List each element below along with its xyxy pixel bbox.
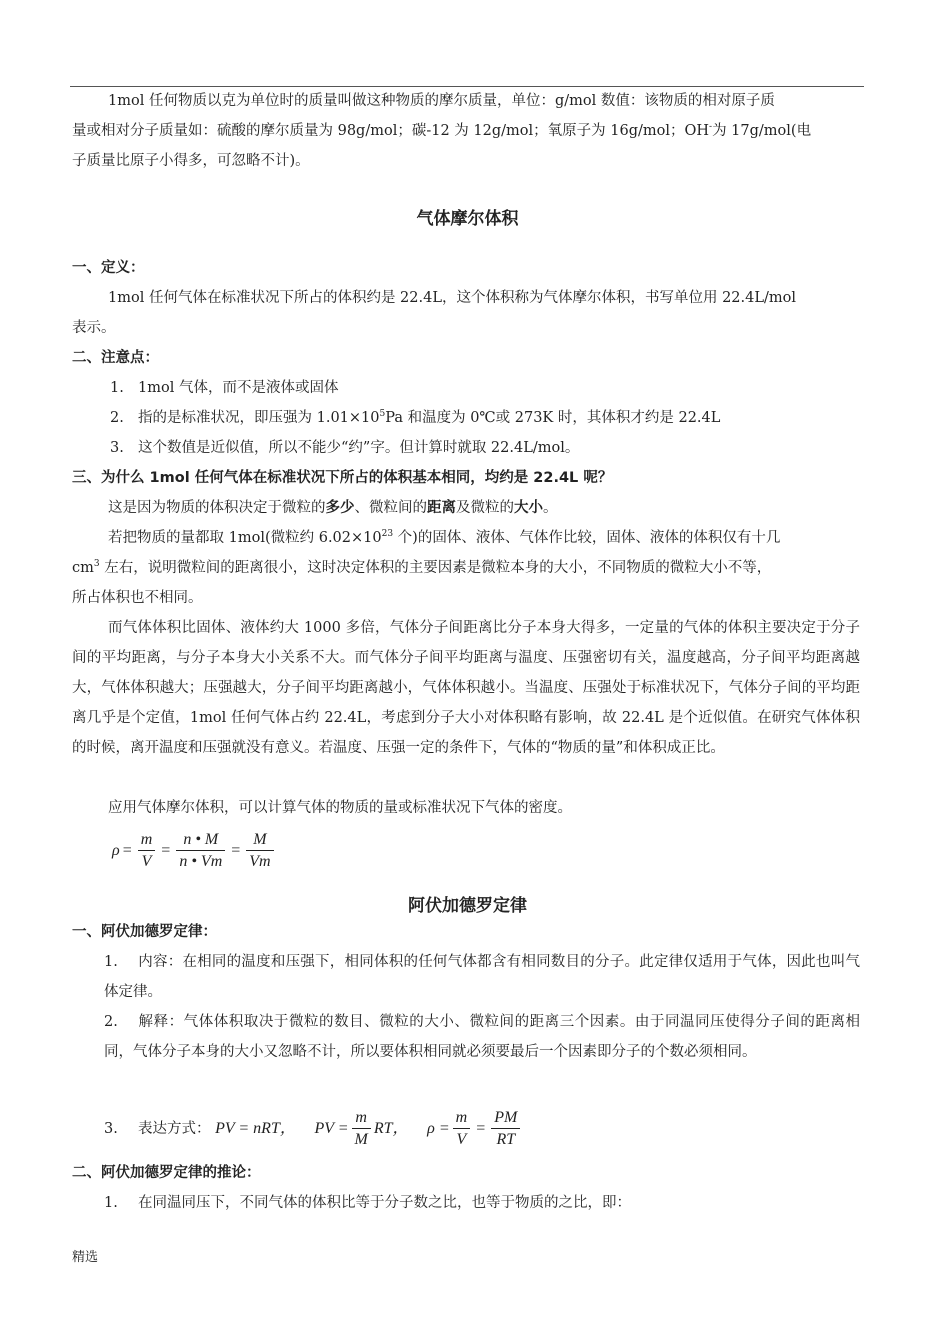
section-title-avogadro: 阿伏加德罗定律: [408, 896, 527, 916]
mass-formula: PV = $\frac{m}{M}$ RT，: [314, 1109, 409, 1148]
heading-notes: 二、注意点：: [72, 350, 159, 366]
list-item: 2. 解释：气体体积取决于微粒的数目、微粒的大小、微粒间的距离三个因素。由于同温同压使得分子间的距离相同，气体分子本身的大小又忽略不计，所以要体积相同就必须要最后一个因素即分子的个数必须相同。: [104, 1014, 860, 1060]
heading-why: 三、为什么 1mol 任何气体在标准状况下所占的体积基本相同，均约是 22.4L 呢？: [72, 470, 613, 486]
intro-paragraph: 1mol 任何物质以克为单位时的质量叫做这种物质的摩尔质量，单位：g/mol 数值：该物质的相对原子质 量或相对分子质量如：硫酸的摩尔质量为 98g/mol；碳-12 为 12g/mol；氧原子为 16g/mol；OH-为 17g/mol(电 子质量比原子小得多，可忽略不计)。: [72, 93, 812, 169]
density-pm-formula: ρ = $\frac{m}{V}$ = $\frac{PM}{RT}$: [427, 1120, 523, 1137]
list-item: 1. 内容：在相同的温度和压强下，相同体积的任何气体都含有相同数目的分子。此定律仅适用于气体，因此也叫气体定律。: [104, 954, 860, 1000]
heading-avogadro-law: 一、阿伏加德罗定律：: [72, 924, 217, 940]
reason-paragraph-3: 而气体体积比固体、液体约大 1000 多倍，气体分子间距离比分子本身大得多，一定量的气体的体积主要决定于分子间的平均距离，与分子本身大小关系不大。而气体分子间平均距离与温度、压强密切有关，温度越高，分子间平均距离越大，气体体积越大；压强越大，分子间平均距离越小，气体体积越小。当温度、压强处于标准状况下，气体分子间的平均距离几乎是个定值，1mol 任何气体占约 22.4L，考虑到分子大小对体积略有影响，故 22.4L 是个近似值。在研究气体体积的时候，离开温度和压强就没有意义。若温度、压强一定的条件下，气体的“物质的量”和体积成正比。: [72, 620, 860, 756]
list-item-expression: 3. 表达方式： PV = nRT， PV = $\frac{m}{M}$ RT， ρ = $\frac{m}{V}$ = $\frac{PM}{RT}$: [104, 1108, 523, 1151]
reason-paragraph-1: 这是因为物质的体积决定于微粒的多少、微粒间的距离及微粒的大小。: [108, 500, 558, 516]
definition-paragraph: 1mol 任何气体在标准状况下所占的体积约是 22.4L，这个体积称为气体摩尔体积，书写单位用 22.4L/mol 表示。: [72, 290, 796, 336]
density-formula: ρ = $\frac{m}{V}$ = $\frac{n • M}{n • Vm}$ = $\frac{M}{Vm}$: [112, 830, 277, 873]
reason-paragraph-2: 若把物质的量都取 1mol(微粒约 $6.02\times 10^{23}$ 个)的固体、液体、气体作比较，固体、液体的体积仅有十几 $cm^3$ 左右，说明微粒间的距离很小，这时决定体积的主要因素是微粒本身的大小，不同物质的微粒大小不等， 所占体积也不相同。: [72, 529, 781, 606]
heading-corollaries: 二、阿伏加德罗定律的推论：: [72, 1165, 261, 1181]
ideal-gas-formula: PV = nRT，: [215, 1120, 296, 1138]
list-item: 1. 1mol 气体，而不是液体或固体: [110, 380, 339, 396]
list-item: 2. 指的是标准状况，即压强为 $1.01\times 10^5Pa$ 和温度为 0℃或 273K 时，其体积才约是 22.4L: [110, 409, 721, 426]
list-item: 1. 在同温同压下，不同气体的体积比等于分子数之比，也等于物质的之比，即：: [104, 1195, 631, 1211]
footer-label: 精选: [72, 1250, 99, 1265]
reason-paragraph-4: 应用气体摩尔体积，可以计算气体的物质的量或标准状况下气体的密度。: [108, 800, 572, 816]
heading-definition: 一、定义：: [72, 260, 145, 276]
section-title-molar-volume: 气体摩尔体积: [416, 209, 519, 229]
list-item: 3. 这个数值是近似值，所以不能少“约”字。但计算时就取 22.4L/mol。: [110, 440, 580, 456]
